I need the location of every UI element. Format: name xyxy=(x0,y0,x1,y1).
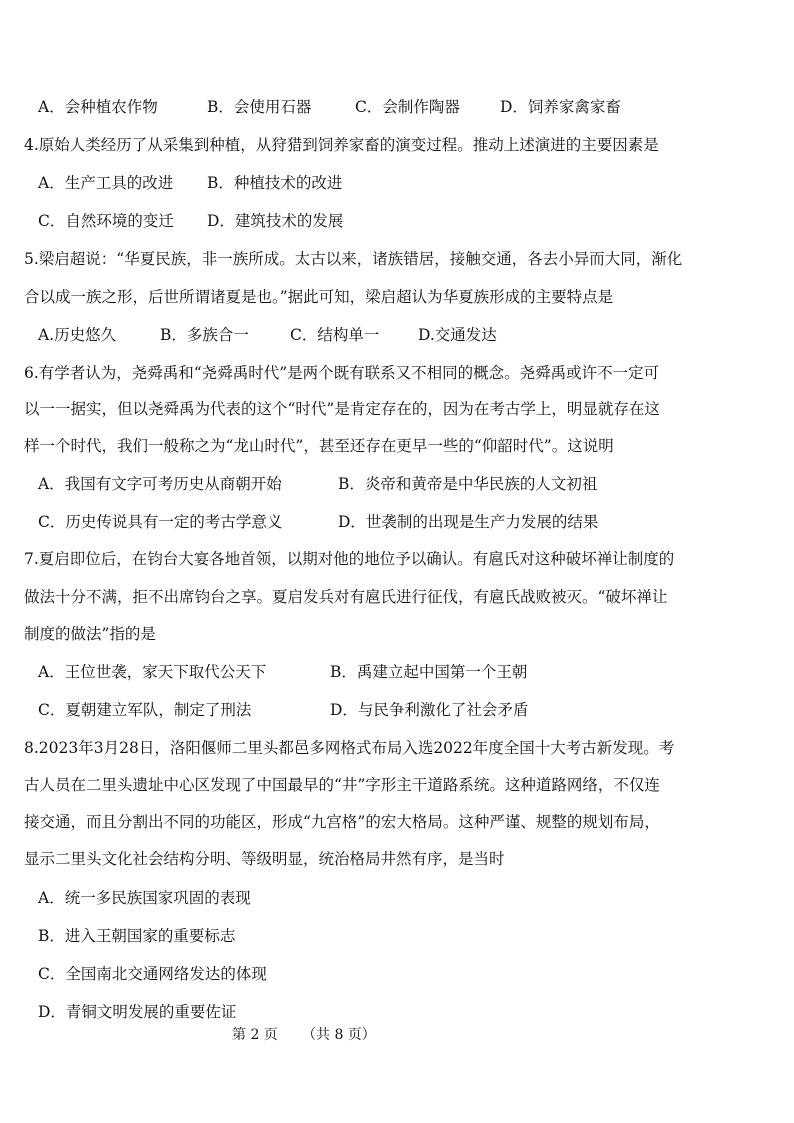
page-number: 第 2 页 xyxy=(232,1027,278,1043)
q6-option-a: A．我国有文字可考历史从商朝开始 xyxy=(38,475,282,493)
q4-option-a: A．生产工具的改进 xyxy=(38,174,174,192)
q7-stem-line-2: 做法十分不满，拒不出席钧台之享。夏启发兵对有扈氏进行征伐，有扈氏战败被灭。“破坏禅让 xyxy=(24,588,668,606)
q3-option-d: D．饲养家禽家畜 xyxy=(500,98,621,116)
q6-stem-line-1: 6.有学者认为，尧舜禹和“尧舜禹时代”是两个既有联系又不相同的概念。尧舜禹或许不一定可 xyxy=(24,364,660,382)
q6-option-c: C．历史传说具有一定的考古学意义 xyxy=(38,513,283,531)
q3-option-c: C．会制作陶器 xyxy=(355,98,460,116)
q5-option-c: C．结构单一 xyxy=(290,326,380,344)
q4-option-b: B．种植技术的改进 xyxy=(207,174,343,192)
q7-option-c: C．夏朝建立军队，制定了刑法 xyxy=(38,701,252,719)
q8-option-b: B．进入王朝国家的重要标志 xyxy=(38,927,236,945)
q7-stem-line-1: 7.夏启即位后，在钧台大宴各地首领，以期对他的地位予以确认。有扈氏对这种破坏禅让制度的 xyxy=(24,550,675,568)
q6-option-b: B．炎帝和黄帝是中华民族的人文初祖 xyxy=(338,475,598,493)
q6-option-d: D．世袭制的出现是生产力发展的结果 xyxy=(338,513,599,531)
page-total: （共 8 页） xyxy=(302,1027,376,1043)
q5-option-d: D.交通发达 xyxy=(418,326,497,344)
q7-stem-line-3: 制度的做法”指的是 xyxy=(24,625,156,643)
q6-stem-line-3: 样一个时代，我们一般称之为“龙山时代”，甚至还存在更早一些的“仰韶时代”。这说明 xyxy=(24,437,614,455)
q8-stem-line-4: 显示二里头文化社会结构分明、等级明显，统治格局井然有序，是当时 xyxy=(24,850,505,868)
q6-stem-line-2: 以一一据实，但以尧舜禹为代表的这个“时代”是肯定存在的，因为在考古学上，明显就存在这 xyxy=(24,400,660,418)
q5-option-a: A.历史悠久 xyxy=(38,326,117,344)
q4-stem: 4.原始人类经历了从采集到种植，从狩猎到饲养家畜的演变过程。推动上述演进的主要因素是 xyxy=(24,136,659,154)
q3-option-b: B．会使用石器 xyxy=(207,98,312,116)
q5-option-b: B．多族合一 xyxy=(160,326,249,344)
q7-option-b: B．禹建立起中国第一个王朝 xyxy=(330,663,528,681)
q4-option-d: D．建筑技术的发展 xyxy=(207,212,344,230)
q7-option-d: D．与民争利激化了社会矛盾 xyxy=(330,701,529,719)
q8-option-a: A．统一多民族国家巩固的表现 xyxy=(38,889,251,907)
q5-stem-line-2: 合以成一族之形，后世所谓诸夏是也。”据此可知，梁启超认为华夏族形成的主要特点是 xyxy=(24,288,614,306)
q7-option-a: A．王位世袭，家天下取代公天下 xyxy=(38,663,267,681)
q8-stem-line-2: 古人员在二里头遗址中心区发现了中国最早的“井”字形主干道路系统。这种道路网络，不仅连 xyxy=(24,776,660,794)
q8-option-d: D．青铜文明发展的重要佐证 xyxy=(38,1003,237,1021)
q3-option-a: A．会种植农作物 xyxy=(38,98,158,116)
q5-stem-line-1: 5.梁启超说：“华夏民族，非一族所成。太古以来，诸族错居，接触交通，各去小异而大同，渐化 xyxy=(24,250,683,268)
q4-option-c: C．自然环境的变迁 xyxy=(38,212,174,230)
q8-stem-line-1: 8.2023年3月28日，洛阳偃师二里头都邑多网格式布局入选2022年度全国十大考古新发现。考 xyxy=(24,739,675,757)
q8-option-c: C．全国南北交通网络发达的体现 xyxy=(38,965,267,983)
q8-stem-line-3: 接交通，而且分割出不同的功能区，形成“九宫格”的宏大格局。这种严谨、规整的规划布局， xyxy=(24,813,660,831)
